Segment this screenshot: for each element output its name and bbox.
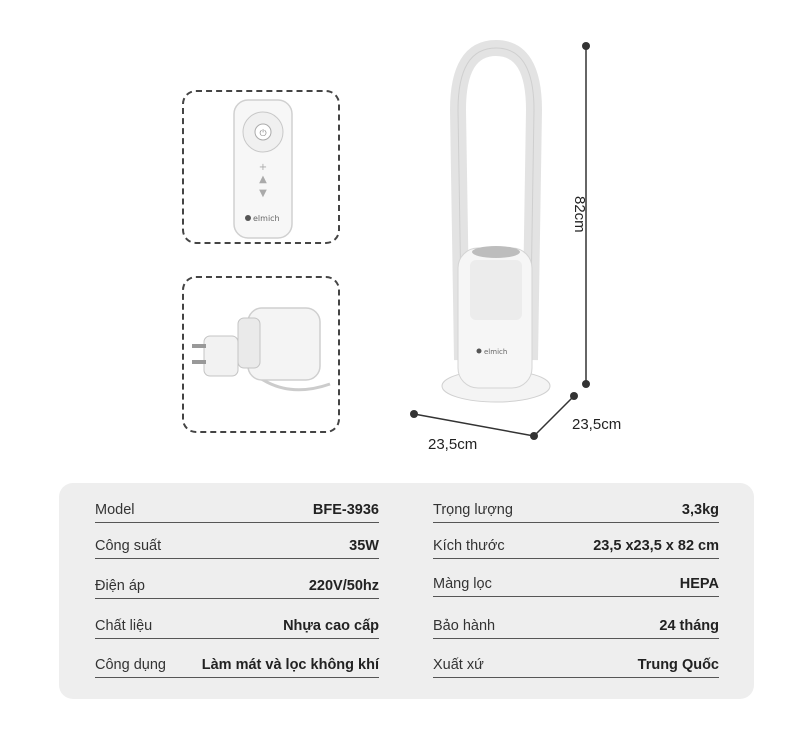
spec-value: 24 tháng (659, 618, 719, 634)
width-label: 23,5cm (428, 436, 478, 453)
spec-value: HEPA (679, 576, 719, 592)
adapter-image-frame (182, 276, 340, 433)
tower-fan-image (400, 30, 640, 450)
power-adapter-image (190, 288, 340, 418)
spec-label: Chất liệu (95, 618, 153, 634)
spec-label: Công suất (95, 538, 162, 554)
spec-label: Màng lọc (433, 576, 492, 592)
spec-label: Điện áp (95, 578, 145, 594)
remote-image-frame (182, 90, 340, 244)
spec-label: Model (95, 502, 135, 518)
spec-label: Xuất xứ (433, 657, 484, 673)
spec-row (95, 572, 379, 599)
spec-value: 23,5 x23,5 x 82 cm (593, 538, 719, 554)
spec-table (59, 483, 754, 699)
spec-row (433, 570, 719, 597)
height-label: 82cm (571, 196, 588, 233)
spec-row (433, 612, 719, 639)
spec-value: 220V/50hz (308, 578, 379, 594)
spec-label: Bảo hành (433, 618, 496, 634)
svg-text:⏻: ⏻ (259, 129, 267, 139)
spec-row (433, 651, 719, 678)
spec-row (95, 496, 379, 523)
spec-value: Làm mát và lọc không khí (201, 657, 379, 673)
spec-value: 3,3kg (681, 502, 719, 518)
svg-text:elmich: elmich (484, 348, 508, 356)
svg-text:▼: ▼ (259, 188, 267, 199)
spec-value: 35W (349, 538, 379, 554)
spec-value: BFE-3936 (312, 502, 379, 518)
spec-row (95, 532, 379, 559)
spec-row (95, 651, 379, 678)
svg-text:▲: ▲ (259, 174, 267, 185)
spec-value: Trung Quốc (637, 657, 719, 673)
spec-label: Trọng lượng (433, 502, 513, 518)
spec-row (433, 496, 719, 523)
depth-label: 23,5cm (572, 416, 622, 433)
spec-label: Kích thước (433, 538, 505, 554)
spec-value: Nhựa cao cấp (283, 618, 379, 634)
spec-row (95, 612, 379, 639)
remote-control-image (232, 98, 294, 240)
svg-text:elmich: elmich (253, 214, 280, 223)
spec-label: Công dụng (95, 657, 166, 673)
spec-row (433, 532, 719, 559)
svg-text:+: + (258, 162, 268, 173)
